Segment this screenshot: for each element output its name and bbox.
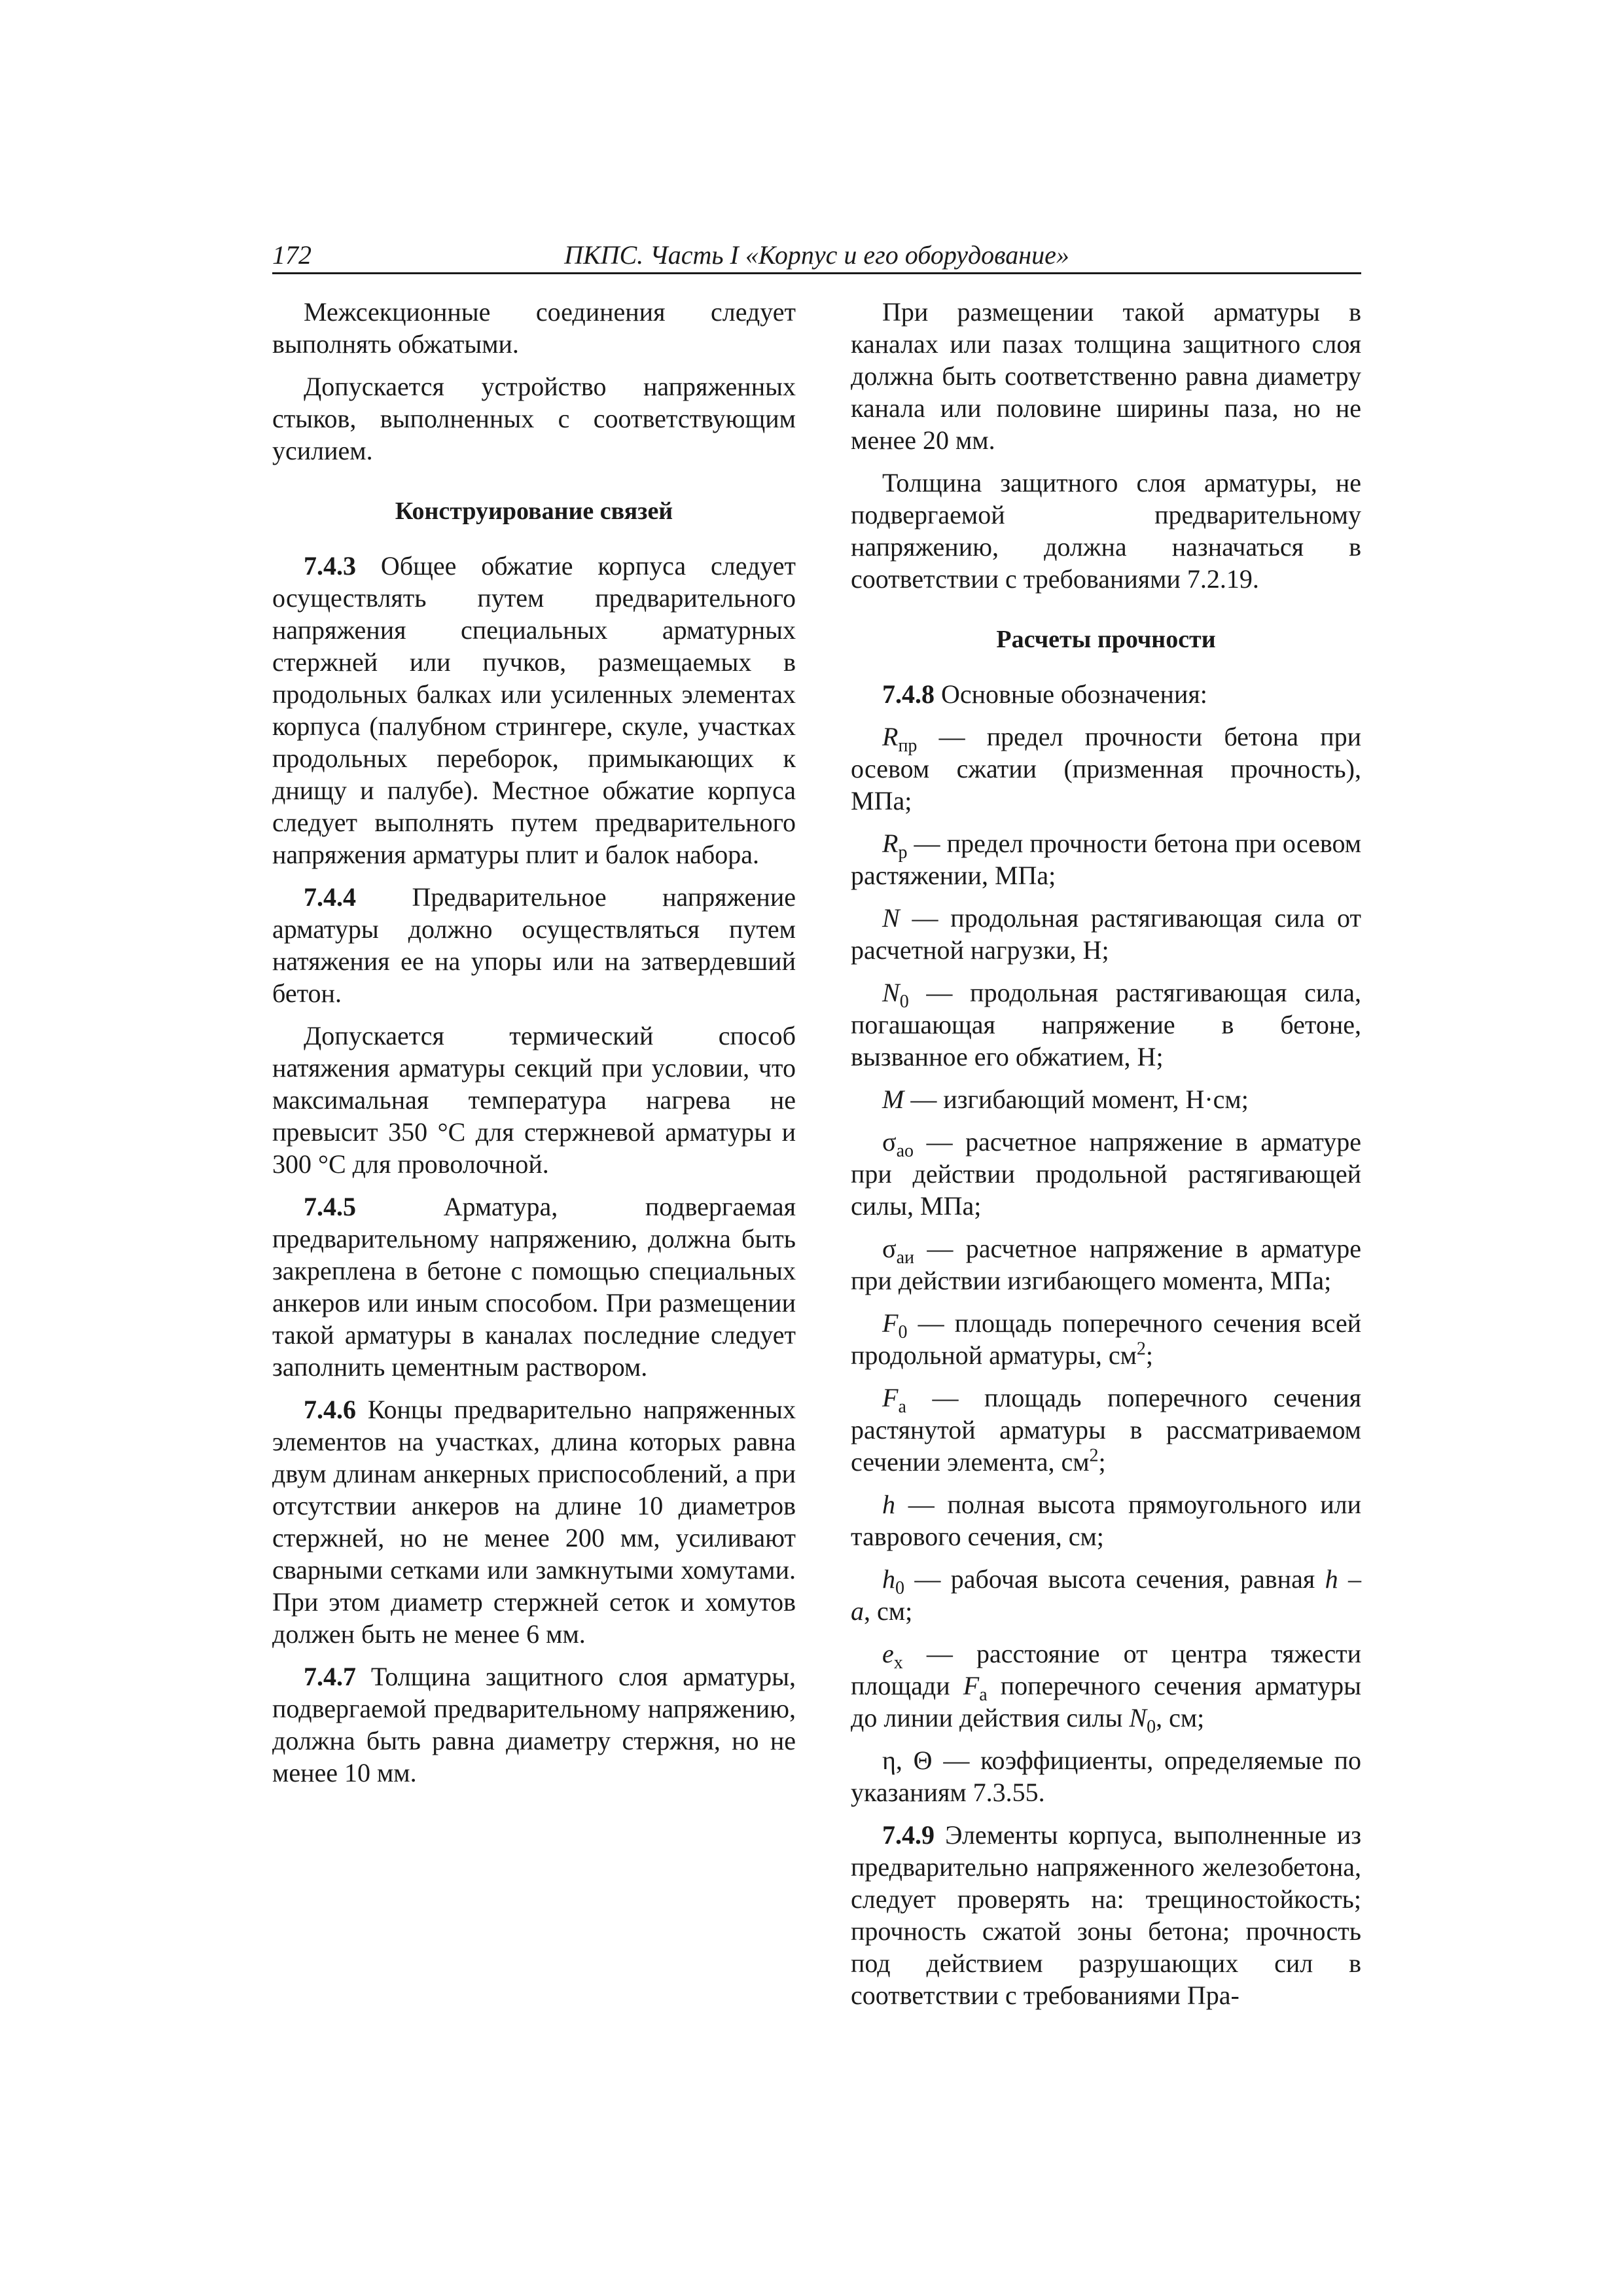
clause-text: Арматура, подвергаемая предварительному напряжению, должна быть закреплена в бетоне с помощью специальных анкеров или иным способом. При размещении такой арматуры в каналах последние следует заполнить цементным раствором.	[272, 1192, 796, 1382]
symbol: σ	[882, 1234, 897, 1263]
definition-item: η, Θ — коэффициенты, определяемые по указаниям 7.3.55.	[851, 1746, 1361, 1807]
definition-text: — полная высота прямоугольного или таврового сечения, см;	[851, 1490, 1361, 1551]
section-heading: Расчеты прочности	[996, 626, 1216, 653]
superscript: 2	[1136, 1338, 1146, 1359]
subscript: 0	[1147, 1717, 1156, 1737]
clause-7-4-4	[272, 881, 796, 1009]
definition-text: — предел прочности бетона при осевом сжатии (призменная прочность), МПа;	[851, 722, 1361, 816]
clause-7-4-5	[272, 1191, 796, 1383]
definition-item	[851, 977, 1361, 1073]
running-title: ПКПС. Часть I «Корпус и его оборудование»	[564, 240, 1069, 270]
definition-text: — продольная растягивающая сила от расчетной нагрузки, Н;	[851, 903, 1361, 965]
symbol: F	[963, 1671, 980, 1700]
symbol: F	[882, 1308, 899, 1338]
definition-item	[851, 827, 1361, 891]
definition-text: — расчетное напряжение в арматуре при действии изгибающего момента, МПа;	[851, 1234, 1361, 1295]
clause-number: 7.4.9	[882, 1820, 935, 1850]
subscript: 0	[895, 1578, 904, 1598]
running-header	[272, 238, 1361, 274]
clause-text: Основные обозначения:	[941, 679, 1207, 709]
definition-item	[851, 1083, 1361, 1115]
clause-text: Общее обжатие корпуса следует осуществлять путем предварительного напряжения специальных арматурных стержней или пучков, размещаемых в продольных балках или усиленных элементах корпуса (палубном стрингере, скуле, участках продольных переборок, примыкающих к днищу и палубе). Местное обжатие корпуса следует выполнять путем предварительного напряжения арматуры плит и балок набора.	[272, 551, 796, 869]
subscript: р	[898, 842, 908, 863]
clause-number: 7.4.4	[304, 882, 356, 912]
clause-number: 7.4.8	[882, 679, 935, 709]
right-column	[851, 296, 1361, 2022]
symbol: e	[882, 1639, 894, 1668]
definition-item	[851, 721, 1361, 817]
subscript: 0	[898, 1322, 908, 1342]
left-column	[272, 296, 796, 1799]
clause-number: 7.4.5	[304, 1192, 356, 1221]
definition-text: — рабочая высота сечения, равная	[904, 1564, 1325, 1594]
symbol: N	[882, 903, 900, 933]
symbol: R	[882, 829, 899, 858]
superscript: 2	[1089, 1445, 1099, 1466]
paragraph: Межсекционные соединения следует выполнять обжатыми.	[272, 297, 796, 359]
paragraph: Допускается термический способ натяжения арматуры секций при условии, что максимальная температура нагрева не превысит 350 °С для стержневой арматуры и 300 °С для проволочной.	[272, 1021, 796, 1179]
definition-item	[851, 1382, 1361, 1478]
expression: h – a	[851, 1564, 1361, 1626]
definition-item	[851, 1488, 1361, 1552]
subscript: аи	[896, 1247, 914, 1268]
symbol: h	[882, 1564, 895, 1594]
symbol: N	[882, 978, 900, 1007]
definition-text-end: ;	[1145, 1340, 1154, 1370]
subscript: а	[898, 1397, 906, 1417]
definition-text-end: , см;	[1156, 1703, 1205, 1732]
page-number: 172	[272, 240, 312, 270]
clause-text: Толщина защитного слоя арматуры, подвергаемой предварительному напряжению, должна быть равна диаметру стержня, но не менее 10 мм.	[272, 1662, 796, 1787]
subscript: ао	[896, 1141, 914, 1161]
definition-text: — расчетное напряжение в арматуре при действии продольной растягивающей силы, МПа;	[851, 1127, 1361, 1221]
definition-text-mid: поперечного сечения арматуры до линии действия силы	[851, 1671, 1361, 1732]
clause-number: 7.4.6	[304, 1395, 356, 1424]
definition-item	[851, 902, 1361, 966]
subscript: пр	[898, 736, 918, 756]
subscript: 0	[899, 992, 909, 1012]
symbol: F	[882, 1383, 899, 1412]
definition-item	[851, 1307, 1361, 1371]
symbol: N	[1129, 1703, 1147, 1732]
definition-text: — изгибающий момент, Н·см;	[904, 1085, 1249, 1114]
clause-7-4-6	[272, 1393, 796, 1650]
paragraph: Толщина защитного слоя арматуры, не подвергаемой предварительному напряжению, должна назначаться в соответствии с требованиями 7.2.19.	[851, 468, 1361, 594]
symbol: h	[882, 1490, 895, 1519]
paragraph: При размещении такой арматуры в каналах или пазах толщина защитного слоя должна быть соответственно равна диаметру канала или половине ширины паза, но не менее 20 мм.	[851, 297, 1361, 455]
subscript: x	[893, 1653, 903, 1673]
definition-item	[851, 1563, 1361, 1627]
definition-text-end: ;	[1098, 1447, 1106, 1477]
definition-item	[851, 1232, 1361, 1297]
definition-text: — площадь поперечного сечения всей продольной арматуры, см	[851, 1308, 1361, 1370]
clause-7-4-8	[851, 678, 1361, 710]
clause-number: 7.4.3	[304, 551, 356, 581]
definition-text: — продольная растягивающая сила, погашающая напряжение в бетоне, вызванное его обжатием, Н;	[851, 978, 1361, 1071]
definition-text: — площадь поперечного сечения растянутой арматуры в рассматриваемом сечении элемента, см	[851, 1383, 1361, 1477]
clause-text: Концы предварительно напряженных элементов на участках, длина которых равна двум длинам анкерных приспособлений, а при отсутствии анкеров на длине 10 диаметров стержней, но не менее 200 мм, усиливают сварными сетками или замкнутыми хомутами. При этом диаметр стержней сеток и хомутов должен быть не менее 6 мм.	[272, 1395, 796, 1649]
clause-text: Предварительное напряжение арматуры должно осуществляться путем натяжения ее на упоры или на затвердевший бетон.	[272, 882, 796, 1008]
clause-7-4-3	[272, 550, 796, 870]
definition-text: — предел прочности бетона при осевом растяжении, МПа;	[851, 829, 1361, 890]
definition-text-end: , см;	[864, 1596, 913, 1626]
definition-text: — расстояние от центра тяжести площади	[851, 1639, 1361, 1700]
clause-text: Элементы корпуса, выполненные из предварительно напряженного железобетона, следует проверять на: трещиностойкость; прочность сжатой зоны бетона; прочность под действием разрушающих сил в соответствии с требованиями Пра-	[851, 1820, 1361, 2010]
symbol: R	[882, 722, 899, 751]
symbol: M	[882, 1085, 904, 1114]
symbol: σ	[882, 1127, 897, 1157]
subscript: а	[979, 1685, 988, 1705]
clause-number: 7.4.7	[304, 1662, 356, 1691]
clause-7-4-7	[272, 1660, 796, 1789]
paragraph: Допускается устройство напряженных стыков, выполненных с соответствующим усилием.	[272, 372, 796, 465]
definition-item	[851, 1126, 1361, 1222]
clause-7-4-9	[851, 1819, 1361, 2011]
section-heading: Конструирование связей	[395, 497, 673, 525]
definition-item	[851, 1638, 1361, 1737]
